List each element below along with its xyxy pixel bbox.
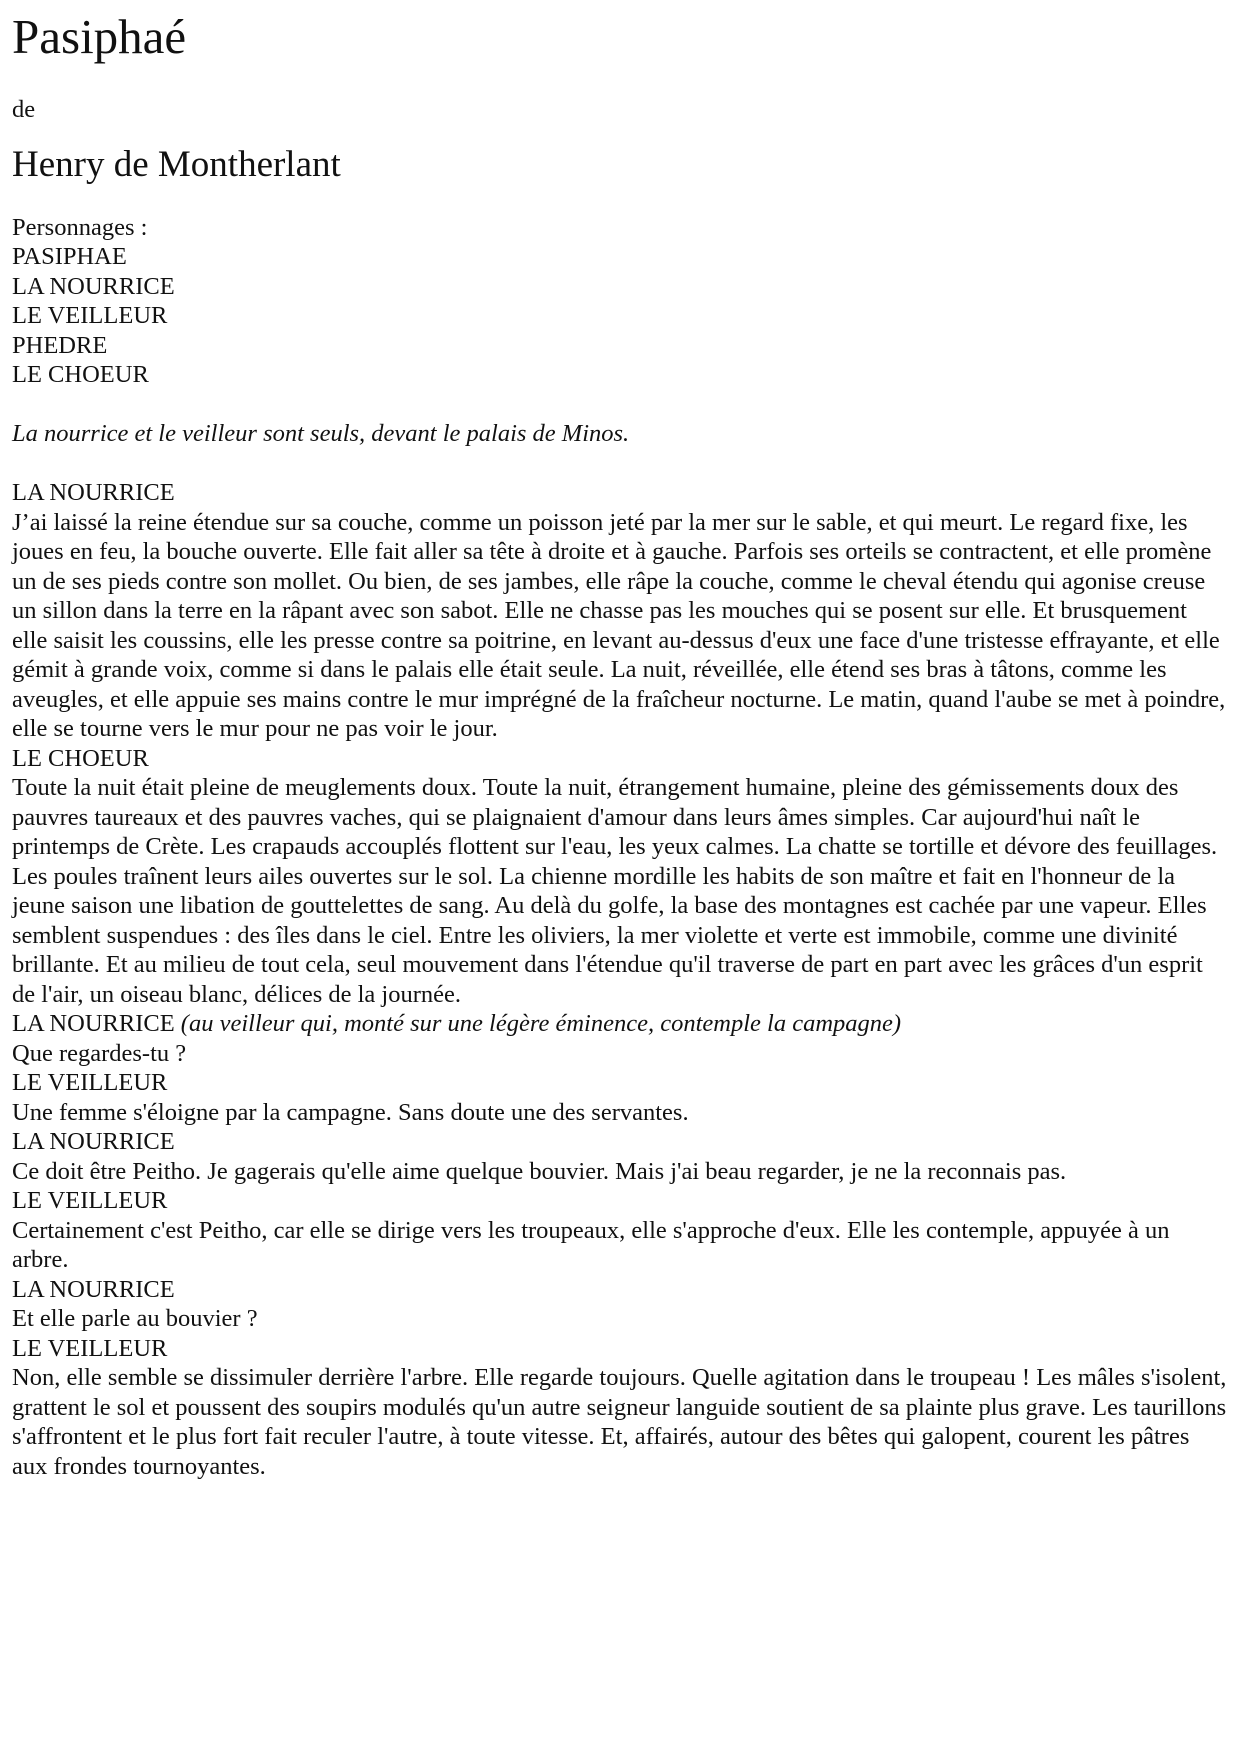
speech-text: Une femme s'éloigne par la campagne. Sans doute une des servantes. [12,1098,689,1126]
speaker-name: LE VEILLEUR [12,1334,168,1362]
speaker-name: LA NOURRICE [12,479,175,506]
cast-member: PASIPHAE [12,243,127,270]
author-name: Henry de Montherlant [12,143,341,185]
stage-direction: (au veilleur qui, monté sur une légère éminence, contemple la campagne) [180,1010,902,1037]
speech-text: Que regardes-tu ? [12,1039,187,1067]
opening-stage-direction: La nourrice et le veilleur sont seuls, devant le palais de Minos. [12,420,630,447]
speaker-line [12,1009,1228,1039]
cast-list [12,213,1228,390]
speech-text: Et elle parle au bouvier ? [12,1305,258,1332]
cast-member: PHEDRE [12,331,108,359]
dialogue [12,478,1228,1481]
cast-member: LA NOURRICE [12,272,175,300]
speaker-name: LE VEILLEUR [12,1187,168,1214]
speech-text: J’ai laissé la reine étendue sur sa couche, comme un poisson jeté par la mer sur le sable, et qui meurt. Le regard fixe, les joues en feu, la bouche ouverte. Elle fait aller sa tête à droite et à gauche. Parfois ses orteils se contractent, et elle promène un de ses pieds contre son mollet. Ou bien, de ses jambes, elle râpe la couche, comme le cheval étendu qui agonise creuse un sillon dans la terre en la râpant avec son sabot. Elle ne chasse pas les mouches qui se posent sur elle. Et brusquement elle saisit les coussins, elle les presse contre sa poitrine, en levant au-dessus d'eux une face d'une tristesse effrayante, et elle gémit à grande voix, comme si dans le palais elle était seule. La nuit, réveillée, elle étend ses bras à tâtons, comme les aveugles, et elle appuie ses mains contre le mur imprégné de la fraîcheur nocturne. Le matin, quand l'aube se met à poindre, elle se tourne vers le mur pour ne pas voir le jour. [12,508,1226,742]
speaker-name: LA NOURRICE [12,1128,175,1155]
cast-member: LE CHOEUR [12,361,149,388]
speaker-name: LA NOURRICE [12,1010,175,1037]
speech-text: Certainement c'est Peitho, car elle se dirige vers les troupeaux, elle s'approche d'eux. Elle les contemple, appuyée à un arbre. [12,1216,1170,1273]
play-title: Pasiphaé [12,9,187,64]
speech-text: Ce doit être Peitho. Je gagerais qu'elle aime quelque bouvier. Mais j'ai beau regarder, je ne la reconnais pas. [12,1157,1067,1185]
by-label: de [12,96,36,123]
speaker-name: LE CHOEUR [12,744,149,772]
cast-heading: Personnages : [12,213,148,241]
cast-member: LE VEILLEUR [12,302,168,329]
speech-text: Toute la nuit était pleine de meuglements doux. Toute la nuit, étrangement humaine, pleine des gémissements doux des pauvres taureaux et des pauvres vaches, qui se plaignaient d'amour dans leurs âmes simples. Car aujourd'hui naît le printemps de Crète. Les crapauds accouplés flottent sur l'eau, les yeux calmes. La chatte se tortille et dévore des feuillages. Les poules traînent leurs ailes ouvertes sur le sol. La chienne mordille les habits de son maître et fait en l'honneur de la jeune saison une libation de gouttelettes de sang. Au delà du golfe, la base des montagnes est cachée par une vapeur. Elles semblent suspendues : des îles dans le ciel. Entre les oliviers, la mer violette et verte est immobile, comme une divinité brillante. Et au milieu de tout cela, seul mouvement dans l'étendue qu'il traverse de part en part avec les grâces d'un esprit de l'air, un oiseau blanc, délices de la journée. [12,774,1218,1008]
speaker-name: LE VEILLEUR [12,1069,168,1096]
speech-text: Non, elle semble se dissimuler derrière l'arbre. Elle regarde toujours. Quelle agitation dans le troupeau ! Les mâles s'isolent, grattent le sol et poussent des soupirs modulés qu'un autre seigneur languide soutient de sa plainte plus grave. Les taurillons s'affrontent et le plus fort fait reculer l'autre, à toute vitesse. Et, affairés, autour des bêtes qui galopent, courent les pâtres aux frondes tournoyantes. [12,1364,1227,1480]
speaker-name: LA NOURRICE [12,1275,175,1303]
